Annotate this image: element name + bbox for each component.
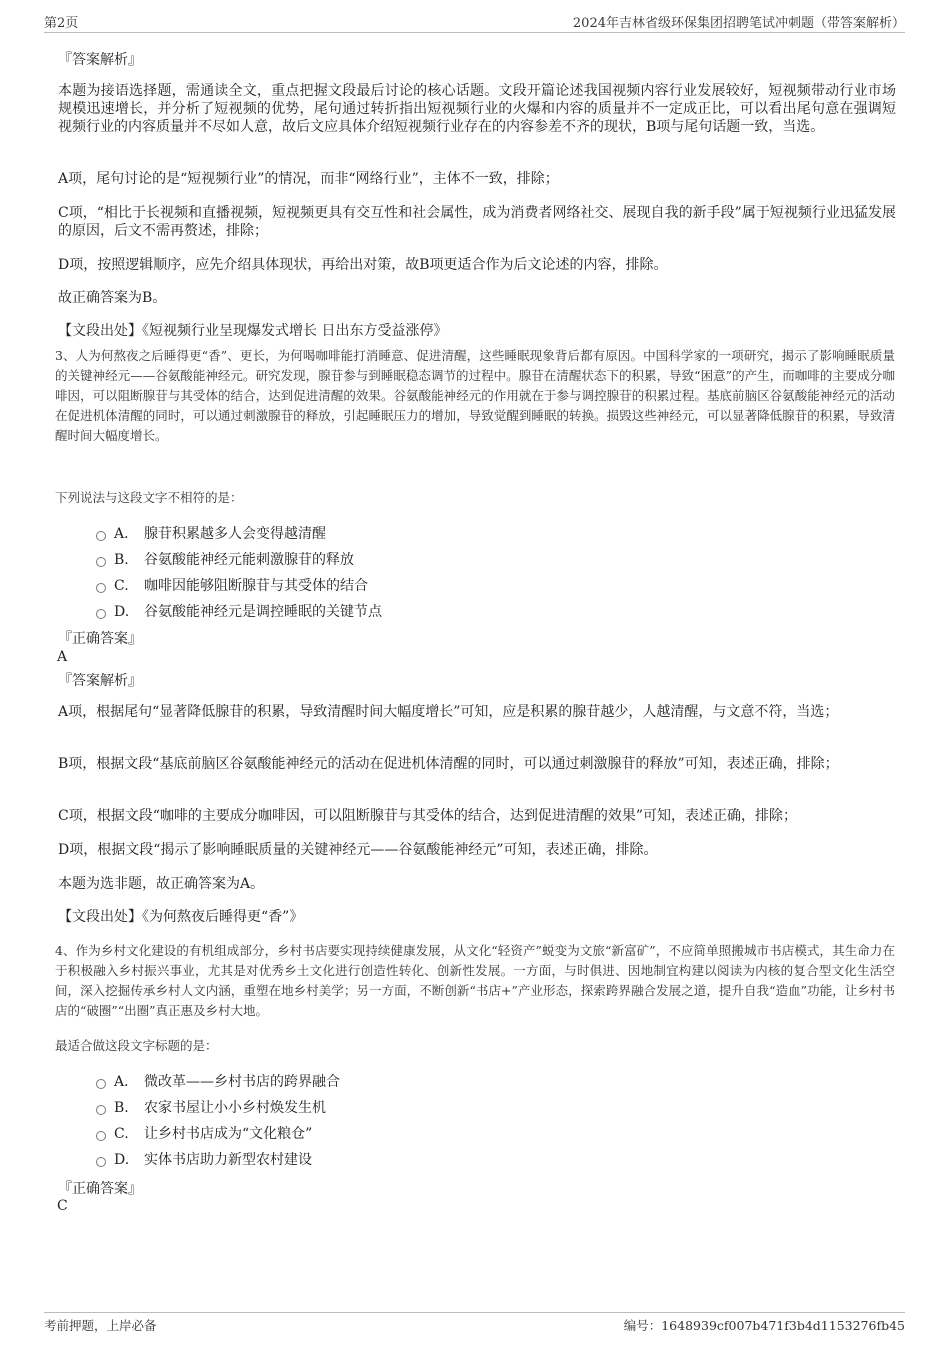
answer-tag: 『正确答案』 xyxy=(58,631,142,647)
source-citation: 【文段出处】《短视频行业呈现爆发式增长 日出东方受益涨停》 xyxy=(58,323,448,339)
question-3-option-c[interactable]: C. 咖啡因能够阻断腺苷与其受体的结合 xyxy=(96,575,368,593)
page-number: 第2页 xyxy=(44,16,79,31)
question-4-option-d[interactable]: D. 实体书店助力新型农村建设 xyxy=(96,1149,312,1167)
correct-answer: A xyxy=(57,649,68,665)
question-4-option-c[interactable]: C. 让乡村书店成为“文化粮仓” xyxy=(96,1123,312,1141)
analysis-option-c: C项，“相比于长视频和直播视频，短视频更具有交互性和社会属性，成为消费者网络社交、展现自我的新手段”属于短视频行业迅猛发展的原因，后文不需再赘述，排除； xyxy=(58,205,896,239)
analysis-option-a: A项，根据尾句“显著降低腺苷的积累，导致清醒时间大幅度增长”可知，应是积累的腺苷越少，人越清醒，与文意不符，当选； xyxy=(58,704,839,720)
analysis-option-d: D项，根据文段“揭示了影响睡眠质量的关键神经元——谷氨酸能神经元”可知，表述正确，排除。 xyxy=(58,842,658,858)
radio-button[interactable] xyxy=(96,1105,106,1115)
analysis-option-d: D项，按照逻辑顺序，应先介绍具体现状，再给出对策，故B项更适合作为后文论述的内容，排除。 xyxy=(58,257,668,273)
question-4-option-b[interactable]: B. 农家书屋让小小乡村焕发生机 xyxy=(96,1097,326,1115)
analysis-tag: 『答案解析』 xyxy=(58,52,142,68)
question-3-text: 3、人为何熬夜之后睡得更“香”、更长，为何喝咖啡能打消睡意、促进清醒，这些睡眠现象背后都有原因。中国科学家的一项研究，揭示了影响睡眠质量的关键神经元——谷氨酸能神经元。研究发现，腺苷参与到睡眠稳态调节的过程中。腺苷在清醒状态下的积累，导致“困意”的产生，而咖啡的主要成分咖啡因，可以阻断腺苷与其受体的结合，达到促进清醒的效果。谷氨酸能神经元的作用就在于参与调控腺苷的积累过程。基底前脑区谷氨酸能神经元的活动在促进机体清醒的同时，可以通过刺激腺苷的释放，引起睡眠压力的增加，导致觉醒到睡眠的转换。损毁这些神经元，可以显著降低腺苷的积累，导致清醒时间大幅度增长。 xyxy=(55,348,895,443)
page-footer xyxy=(44,1312,905,1335)
footer-slogan: 考前押题，上岸必备 xyxy=(44,1318,157,1333)
conclusion: 本题为选非题，故正确答案为A。 xyxy=(58,876,265,892)
question-3-option-d[interactable]: D. 谷氨酸能神经元是调控睡眠的关键节点 xyxy=(96,601,382,619)
document-title: 2024年吉林省级环保集团招聘笔试冲刺题（带答案解析） xyxy=(572,16,905,31)
source-citation: 【文段出处】《为何熬夜后睡得更“香”》 xyxy=(58,909,304,925)
analysis-option-a: A项，尾句讨论的是“短视频行业”的情况，而非“网络行业”，主体不一致，排除； xyxy=(58,171,559,187)
question-4-text: 4、作为乡村文化建设的有机组成部分，乡村书店要实现持续健康发展，从文化“轻资产”蜕变为文旅“新富矿”，不应简单照搬城市书店模式，其生命力在于积极融入乡村振兴事业，尤其是对优秀乡土文化进行创造性转化、创新性发展。一方面，与时俱进、因地制宜构建以阅读为内核的复合型文化生活空间，深入挖掘传承乡村人文内涵，重塑在地乡村美学；另一方面，不断创新“书店+”产业形态，探索跨界融合发展之道，提升自我“造血”功能，让乡村书店的“破圈”“出圈”真正惠及乡村大地。 xyxy=(55,943,895,1018)
radio-button[interactable] xyxy=(96,583,106,593)
radio-button[interactable] xyxy=(96,609,106,619)
question-4-prompt: 最适合做这段文字标题的是： xyxy=(55,1038,218,1053)
analysis-option-c: C项，根据文段“咖啡的主要成分咖啡因，可以阻断腺苷与其受体的结合，达到促进清醒的效果”可知，表述正确，排除； xyxy=(58,808,798,824)
question-3-option-b[interactable]: B. 谷氨酸能神经元能刺激腺苷的释放 xyxy=(96,549,354,567)
answer-tag: 『正确答案』 xyxy=(58,1181,142,1197)
document-id: 编号：1648939cf007b471f3b4d1153276fb45 xyxy=(623,1318,905,1333)
radio-button[interactable] xyxy=(96,557,106,567)
radio-button[interactable] xyxy=(96,1079,106,1089)
page-header xyxy=(44,12,905,33)
analysis-option-b: B项，根据文段“基底前脑区谷氨酸能神经元的活动在促进机体清醒的同时，可以通过刺激腺苷的释放”可知，表述正确，排除； xyxy=(58,756,839,772)
question-4-option-a[interactable]: A． 微改革——乡村书店的跨界融合 xyxy=(96,1071,340,1089)
analysis-paragraph: 本题为接语选择题，需通读全文，重点把握文段最后讨论的核心话题。文段开篇论述我国视频内容行业发展较好，短视频带动行业市场规模迅速增长，并分析了短视频的优势，尾句通过转折指出短视频行业的火爆和内容的质量并不一定成正比，可以看出尾句意在强调短视频行业的内容质量并不尽如人意，故后文应具体介绍短视频行业存在的内容参差不齐的现状，B项与尾句话题一致，当选。 xyxy=(58,83,896,135)
question-3-prompt: 下列说法与这段文字不相符的是： xyxy=(55,490,243,505)
question-3-option-a[interactable]: A． 腺苷积累越多人会变得越清醒 xyxy=(96,523,326,541)
correct-answer: C xyxy=(57,1198,68,1214)
analysis-tag: 『答案解析』 xyxy=(58,673,142,689)
conclusion: 故正确答案为B。 xyxy=(58,290,167,306)
radio-button[interactable] xyxy=(96,1131,106,1141)
radio-button[interactable] xyxy=(96,531,106,541)
radio-button[interactable] xyxy=(96,1157,106,1167)
